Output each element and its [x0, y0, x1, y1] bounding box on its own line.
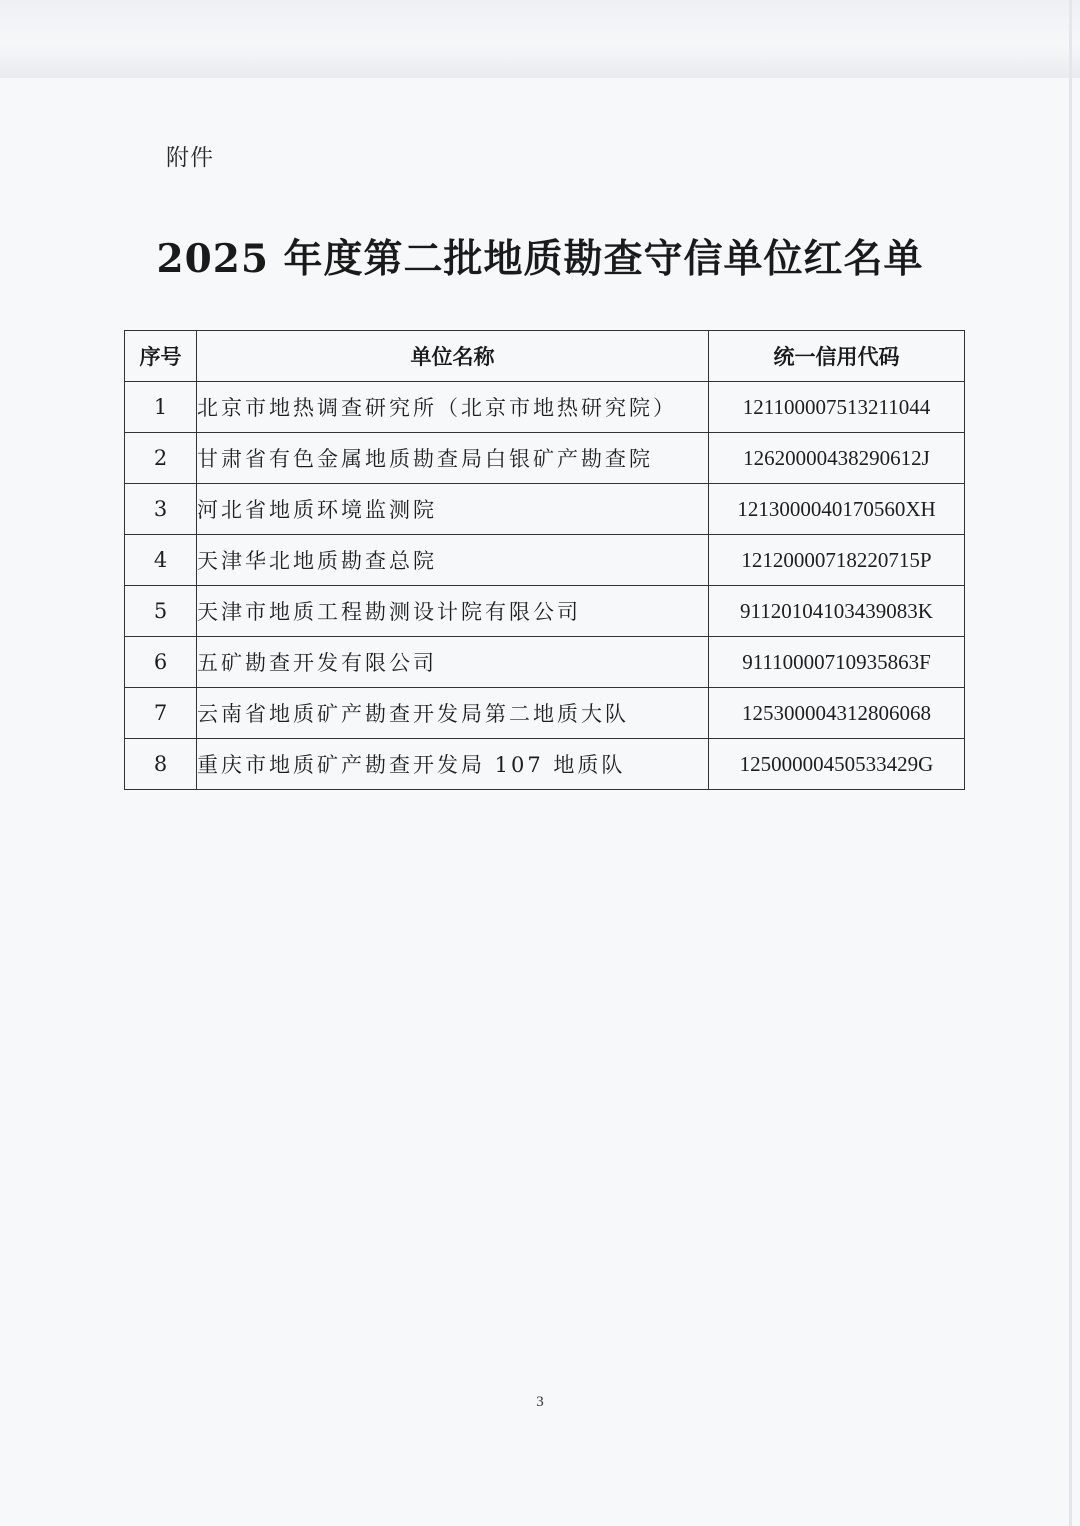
row-credit-code: 12120000718220715P	[709, 535, 965, 586]
header-unit-name: 单位名称	[197, 331, 709, 382]
row-serial-number: 4	[125, 535, 197, 586]
table-row	[125, 637, 965, 688]
scanner-edge-top	[0, 0, 1080, 79]
row-unit-name: 河北省地质环境监测院	[197, 484, 709, 535]
document-title: 2025 年度第二批地质勘查守信单位红名单	[156, 236, 924, 282]
red-list-table	[124, 330, 965, 790]
row-serial-number: 6	[125, 637, 197, 688]
row-unit-name: 云南省地质矿产勘查开发局第二地质大队	[197, 688, 709, 739]
row-unit-name: 重庆市地质矿产勘查开发局 107 地质队	[197, 739, 709, 790]
row-serial-number: 8	[125, 739, 197, 790]
table-row	[125, 739, 965, 790]
document-page	[0, 78, 1080, 1526]
row-credit-code: 121100007513211044	[709, 382, 965, 433]
table-row	[125, 586, 965, 637]
row-credit-code: 91120104103439083K	[709, 586, 965, 637]
row-credit-code: 1213000040170560XH	[709, 484, 965, 535]
row-unit-name: 北京市地热调查研究所（北京市地热研究院）	[197, 382, 709, 433]
table-header-row	[125, 331, 965, 382]
row-serial-number: 7	[125, 688, 197, 739]
header-credit-code: 统一信用代码	[709, 331, 965, 382]
table-row	[125, 484, 965, 535]
row-serial-number: 3	[125, 484, 197, 535]
row-serial-number: 2	[125, 433, 197, 484]
row-unit-name: 天津市地质工程勘测设计院有限公司	[197, 586, 709, 637]
row-credit-code: 12500000450533429G	[709, 739, 965, 790]
table-row	[125, 382, 965, 433]
table-row	[125, 688, 965, 739]
annex-label: 附件	[166, 145, 214, 171]
row-unit-name: 五矿勘查开发有限公司	[197, 637, 709, 688]
row-unit-name: 天津华北地质勘查总院	[197, 535, 709, 586]
table-row	[125, 535, 965, 586]
row-credit-code: 91110000710935863F	[709, 637, 965, 688]
row-serial-number: 5	[125, 586, 197, 637]
row-credit-code: 12620000438290612J	[709, 433, 965, 484]
row-credit-code: 125300004312806068	[709, 688, 965, 739]
header-serial-number: 序号	[125, 331, 197, 382]
row-serial-number: 1	[125, 382, 197, 433]
page-number: 3	[536, 1394, 544, 1410]
row-unit-name: 甘肃省有色金属地质勘查局白银矿产勘查院	[197, 433, 709, 484]
table-row	[125, 433, 965, 484]
